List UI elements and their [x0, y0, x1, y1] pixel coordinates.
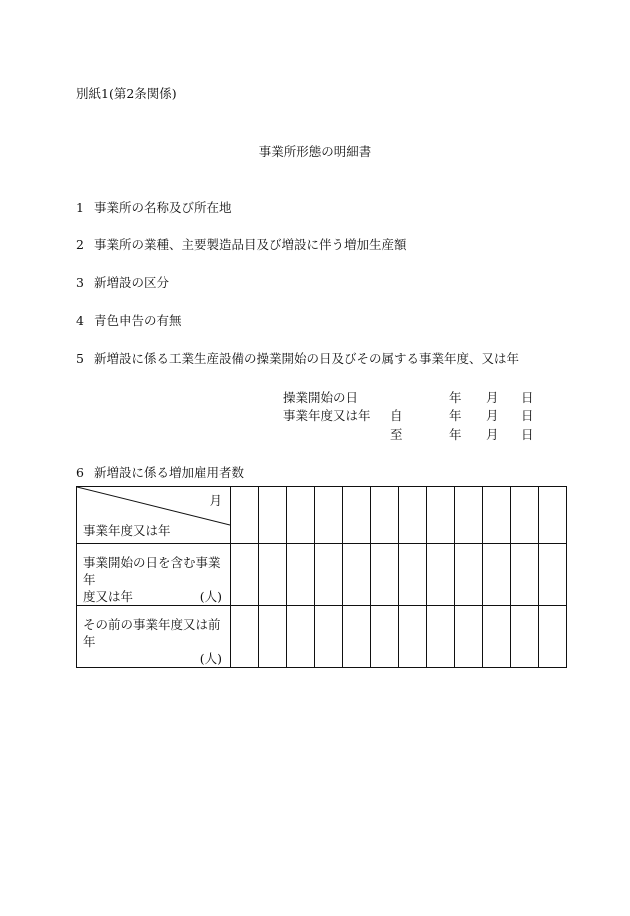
- to-day-label: 日: [521, 427, 534, 442]
- row-label-line: [83, 650, 224, 667]
- month-cell[interactable]: [427, 487, 455, 544]
- row-label-cell: [77, 544, 231, 606]
- unit-label: (人): [199, 651, 222, 666]
- item-text: 事業所の業種、主要製造品目及び増設に伴う増加生産額: [94, 237, 407, 252]
- month-cell[interactable]: [231, 487, 259, 544]
- item-number: 4: [76, 313, 84, 328]
- month-cell[interactable]: [287, 606, 315, 668]
- item-text: 新増設に係る増加雇用者数: [94, 465, 245, 480]
- to-year-label: 年: [449, 427, 462, 442]
- month-cell[interactable]: [259, 487, 287, 544]
- month-cell[interactable]: [399, 606, 427, 668]
- month-cell[interactable]: [371, 487, 399, 544]
- to-month-label: 月: [486, 427, 499, 442]
- document-title: 事業所形態の明細書: [258, 144, 372, 159]
- month-cell[interactable]: [511, 487, 539, 544]
- month-cell[interactable]: [315, 544, 343, 606]
- month-cell[interactable]: [315, 487, 343, 544]
- fiscal-year-header-label: 事業年度又は年: [83, 523, 171, 538]
- from-year-label: 年: [449, 408, 462, 423]
- item-text: 事業所の名称及び所在地: [94, 200, 232, 215]
- from-day-label: 日: [521, 408, 534, 423]
- row-label-line: その前の事業年度又は前年: [83, 617, 221, 649]
- item-5: [76, 349, 519, 367]
- table-row: [77, 606, 567, 668]
- month-cell[interactable]: [231, 544, 259, 606]
- item-number: 5: [76, 351, 84, 366]
- item-text: 新増設に係る工業生産設備の操業開始の日及びその属する事業年度、又は年: [94, 351, 520, 366]
- item-4: [76, 311, 182, 329]
- start-day-label: 日: [521, 390, 534, 405]
- month-cell[interactable]: [343, 487, 371, 544]
- start-month-label: 月: [486, 390, 499, 405]
- item-number: 1: [76, 200, 84, 215]
- start-date-label: 操業開始の日: [283, 390, 359, 405]
- month-cell[interactable]: [539, 606, 567, 668]
- item-number: 3: [76, 275, 84, 290]
- month-cell[interactable]: [287, 544, 315, 606]
- month-cell[interactable]: [231, 606, 259, 668]
- month-cell[interactable]: [483, 606, 511, 668]
- month-cell[interactable]: [483, 544, 511, 606]
- month-cell[interactable]: [539, 544, 567, 606]
- month-cell[interactable]: [371, 606, 399, 668]
- row-label-line: [83, 588, 224, 605]
- unit-label: (人): [199, 589, 222, 604]
- month-cell[interactable]: [343, 544, 371, 606]
- annex-label: 別紙1(第2条関係): [76, 86, 177, 101]
- month-cell[interactable]: [483, 487, 511, 544]
- item-2: [76, 235, 407, 253]
- month-cell[interactable]: [399, 544, 427, 606]
- month-cell[interactable]: [259, 606, 287, 668]
- month-cell[interactable]: [427, 544, 455, 606]
- to-label: 至: [390, 427, 403, 442]
- month-cell[interactable]: [455, 487, 483, 544]
- month-cell[interactable]: [427, 606, 455, 668]
- from-month-label: 月: [486, 408, 499, 423]
- row-label-line: 事業開始の日を含む事業年: [83, 555, 221, 587]
- row-label-cell: [77, 606, 231, 668]
- item-text: 新増設の区分: [94, 275, 170, 290]
- employment-table: [76, 486, 567, 668]
- table-row: [77, 544, 567, 606]
- table-header-row: [77, 487, 567, 544]
- item-number: 2: [76, 237, 84, 252]
- header-corner-cell: [77, 487, 231, 544]
- item-6: [76, 463, 244, 481]
- month-cell[interactable]: [511, 544, 539, 606]
- item-1: [76, 198, 232, 216]
- item-text: 青色申告の有無: [94, 313, 182, 328]
- month-cell[interactable]: [259, 544, 287, 606]
- item-3: [76, 273, 169, 291]
- item-number: 6: [76, 465, 84, 480]
- month-cell[interactable]: [343, 606, 371, 668]
- month-cell[interactable]: [315, 606, 343, 668]
- from-label: 自: [390, 408, 403, 423]
- month-cell[interactable]: [539, 487, 567, 544]
- month-cell[interactable]: [511, 606, 539, 668]
- month-cell[interactable]: [287, 487, 315, 544]
- month-cell[interactable]: [455, 606, 483, 668]
- row-label-text: 度又は年: [83, 589, 134, 604]
- fiscal-year-label: 事業年度又は年: [283, 408, 371, 423]
- month-header-label: 月: [209, 493, 222, 508]
- month-cell[interactable]: [399, 487, 427, 544]
- month-cell[interactable]: [455, 544, 483, 606]
- month-cell[interactable]: [371, 544, 399, 606]
- start-year-label: 年: [449, 390, 462, 405]
